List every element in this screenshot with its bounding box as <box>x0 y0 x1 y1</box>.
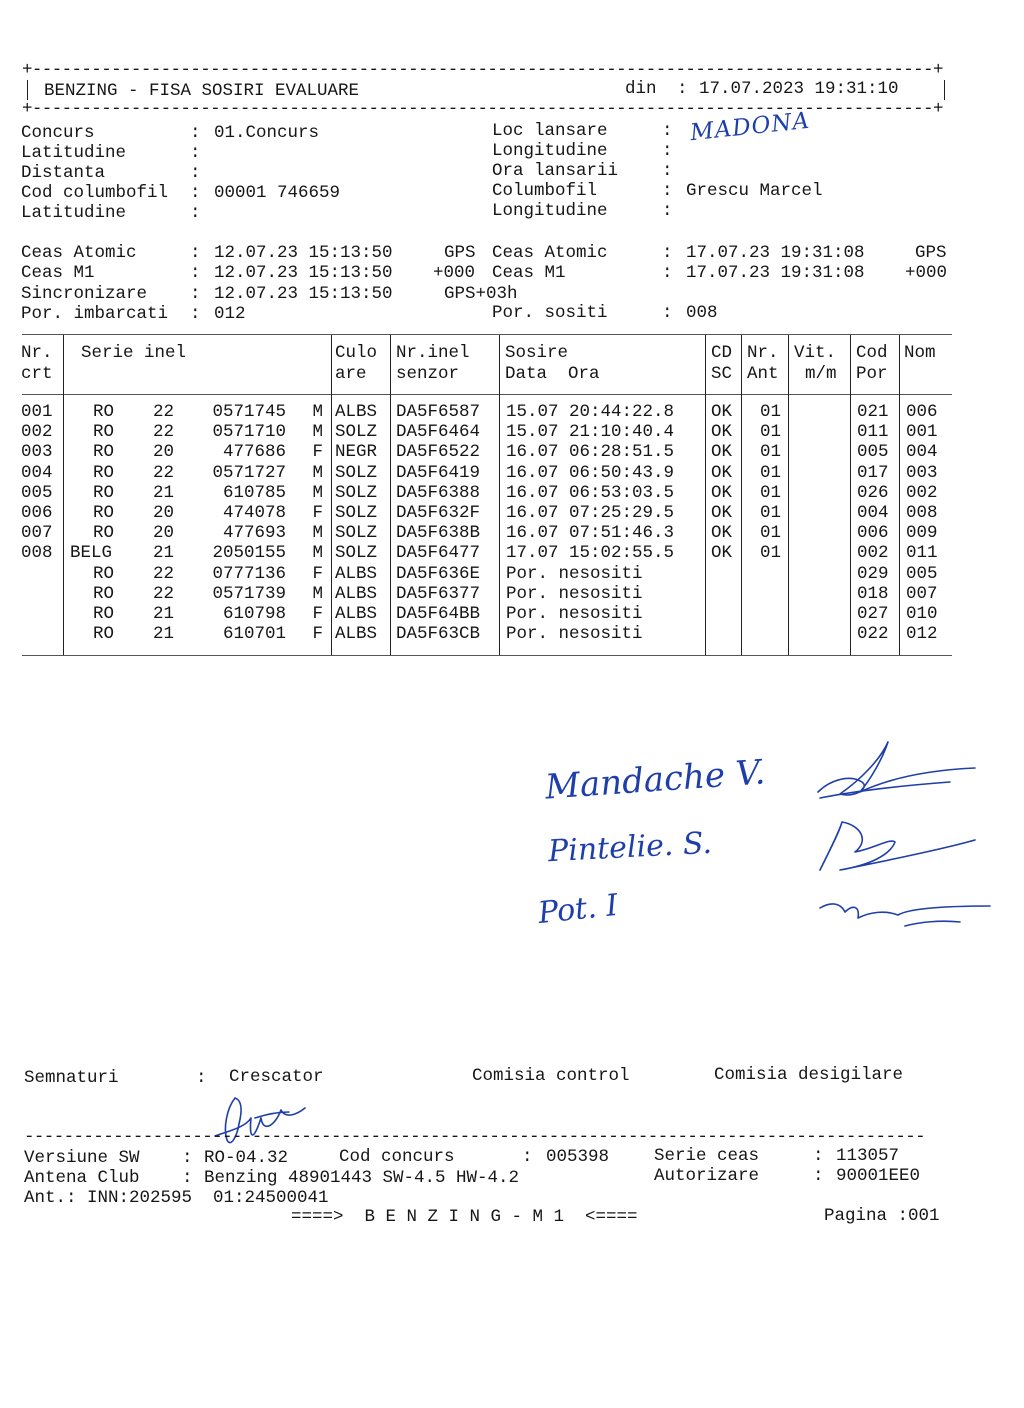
cell-ring: 610785 <box>222 482 286 503</box>
clock-suffix: +000 <box>433 263 476 283</box>
commission-signature-1 <box>800 730 1000 950</box>
col-separator <box>390 335 391 655</box>
cell-yr: 20 <box>153 523 175 544</box>
cell-cd: OK <box>711 422 733 443</box>
cell-sex: F <box>312 503 323 523</box>
header-din-sep: : <box>677 79 688 99</box>
info-label: Loc lansare <box>492 121 608 141</box>
cell-color: NEGR <box>335 442 378 463</box>
cell-sensor: DA5F63CB <box>396 624 481 645</box>
cell-arrival: 16.07 06:53:03.5 <box>506 482 675 503</box>
cell-ant: 01 <box>760 402 782 422</box>
cell-color: ALBS <box>335 563 378 584</box>
cell-arrival: 15.07 20:44:22.8 <box>506 402 675 422</box>
footer-banner: ====> B E N Z I N G - M 1 <==== <box>291 1207 638 1227</box>
page-number: Pagina :001 <box>824 1206 940 1226</box>
cell-nom: 003 <box>906 462 938 483</box>
cell-ant: 01 <box>760 462 782 483</box>
cell-sensor: DA5F6464 <box>396 422 481 443</box>
clock-label: Ceas M1 <box>492 263 566 283</box>
footer-label: Cod concurs <box>339 1147 455 1167</box>
cell-sex: F <box>312 604 323 624</box>
cell-arrival: 16.07 06:50:43.9 <box>506 462 675 483</box>
cell-yr: 21 <box>153 624 175 645</box>
cell-ring: 2050155 <box>212 543 286 564</box>
col-separator <box>788 335 789 655</box>
antenna-club-value: Benzing 48901443 SW-4.5 HW-4.2 <box>204 1168 520 1188</box>
cell-nr: 004 <box>21 462 53 483</box>
cell-ring: 0571745 <box>212 402 286 422</box>
info-value: 01.Concurs <box>214 123 320 143</box>
cell-color: SOLZ <box>335 462 378 483</box>
col-header: Nr. <box>747 343 779 363</box>
cell-cod: 004 <box>857 503 889 523</box>
table-bottom-rule <box>22 655 952 656</box>
cell-country: RO <box>93 624 115 645</box>
info-label: Ora lansarii <box>492 161 619 181</box>
clock-value: 12.07.23 15:13:50 <box>214 284 393 304</box>
cell-cod: 018 <box>857 583 889 604</box>
footer-label: Antena Club <box>24 1168 140 1188</box>
cell-cd: OK <box>711 442 733 463</box>
cell-yr: 22 <box>153 422 175 443</box>
clock-value: 17.07.23 19:31:08 <box>686 263 865 283</box>
cell-yr: 20 <box>153 442 175 463</box>
cell-nr: 007 <box>21 523 53 544</box>
cell-yr: 21 <box>153 543 175 564</box>
clock-label: Ceas Atomic <box>492 243 608 263</box>
cell-country: RO <box>93 523 115 544</box>
cell-nr: 008 <box>21 543 53 564</box>
cell-ring: 477686 <box>222 442 286 463</box>
col-header: senzor <box>396 364 460 384</box>
cell-country: RO <box>93 402 115 422</box>
cell-cod: 002 <box>857 543 889 564</box>
cell-cd: OK <box>711 503 733 523</box>
handwritten-name: Pintelie. S. <box>547 825 713 870</box>
info-label: Latitudine <box>21 143 127 163</box>
cell-arrival: Por. nesositi <box>506 604 643 624</box>
cell-ant: 01 <box>760 442 782 463</box>
clock-suffix: GPS+03h <box>444 284 518 304</box>
cell-yr: 22 <box>153 583 175 604</box>
cell-arrival: 17.07 15:02:55.5 <box>506 543 675 564</box>
col-header: m/m <box>805 364 837 384</box>
cell-sex: F <box>312 442 323 463</box>
authorization-code: 90001EE0 <box>836 1166 921 1186</box>
info-label: Latitudine <box>21 203 127 223</box>
cell-arrival: Por. nesositi <box>506 624 643 645</box>
cell-nom: 008 <box>906 503 938 523</box>
cell-sex: M <box>312 543 323 564</box>
clock-label: Sincronizare <box>21 284 148 304</box>
info-label: Distanta <box>21 163 106 183</box>
cell-color: SOLZ <box>335 543 378 564</box>
cell-cd: OK <box>711 543 733 564</box>
col-header: Nom <box>904 343 936 363</box>
cell-nom: 010 <box>906 604 938 624</box>
col-separator <box>850 335 851 655</box>
info-label: Longitudine <box>492 141 608 161</box>
info-value: Grescu Marcel <box>686 181 823 201</box>
header-right-border <box>944 80 945 100</box>
cell-nom: 007 <box>906 583 938 604</box>
cell-nom: 012 <box>906 624 938 645</box>
cell-nr: 006 <box>21 503 53 523</box>
col-header: SC <box>711 364 733 384</box>
col-header: Culo <box>335 343 378 363</box>
cell-color: SOLZ <box>335 503 378 523</box>
cell-color: ALBS <box>335 402 378 422</box>
header-date: 17.07.2023 19:31:10 <box>699 79 899 99</box>
info-value: 00001 746659 <box>214 183 341 203</box>
cell-cd: OK <box>711 462 733 483</box>
cell-nr: 001 <box>21 402 53 422</box>
cell-nom: 004 <box>906 442 938 463</box>
cell-arrival: 16.07 07:51:46.3 <box>506 523 675 544</box>
cell-sex: M <box>312 482 323 503</box>
cell-nom: 006 <box>906 402 938 422</box>
header-bottom-rule: +-------------------------------------------------------------------------------------------+ <box>22 99 943 119</box>
header-din-label: din <box>625 79 657 99</box>
release-location-handwritten: MADONA <box>688 107 812 147</box>
cell-country: RO <box>93 583 115 604</box>
info-label: Columbofil <box>492 181 598 201</box>
cell-sex: M <box>312 402 323 422</box>
cell-country: BELG <box>70 543 113 564</box>
cell-color: SOLZ <box>335 422 378 443</box>
cell-nr: 002 <box>21 422 53 443</box>
cell-color: SOLZ <box>335 523 378 544</box>
col-separator <box>741 335 742 655</box>
signatures-label: Semnaturi <box>24 1068 119 1088</box>
cell-cod: 006 <box>857 523 889 544</box>
col-header: Sosire <box>505 343 569 363</box>
col-header: Ant <box>747 364 779 384</box>
cell-nr: 003 <box>21 442 53 463</box>
cell-sex: M <box>312 422 323 443</box>
cell-sensor: DA5F6419 <box>396 462 481 483</box>
table-header-rule <box>22 394 952 395</box>
software-version: RO-04.32 <box>204 1148 289 1168</box>
col-header: Data Ora <box>505 364 600 384</box>
cell-sensor: DA5F638B <box>396 523 481 544</box>
cell-sensor: DA5F6522 <box>396 442 481 463</box>
cell-ring: 0571727 <box>212 462 286 483</box>
cell-ring: 474078 <box>222 503 286 523</box>
clock-value: 17.07.23 19:31:08 <box>686 243 865 263</box>
arrival-evaluation-sheet: +-------------------------------------------------------------------------------------------+ BENZING - FISA SOSIRI EVALUARE din : 17.07.2023 19:31:10 +-------------------------------------------------------------------------------------------+ Concurs : 01.Concurs Latitudine : Distanta : Cod columbofil : 00001 746659 Latitudine : Loc lansare : MADONA Longitudine : Ora lansarii : Columbofil : Grescu Marcel Longitudine : Ceas Atomic : 12.07.23 15:13:50 GPS Ceas M1 : 12.07.23 15:13:50 +000 Sincronizare : 12.07.23 15:13:50 GPS+03h Por. imbarcati : 012 Ceas Atomic : 17.07.23 19:31:08 GPS Ceas M1 : 17.07.23 19:31:08 +000 Por. sositi : 008 Nr. crt Serie inel Culo are Nr.inel senzor Sosire Data Ora CD SC Nr. Ant Vit. m/m Cod Por Nom 001 RO 22 0571745 M ALBS DA5F6587 15.07 20:44:22.8 OK 01 021 006 002 RO 22 0571710 M SOLZ DA5F6464 15.07 21:10:40.4 OK 01 011 001 003 RO 20 477686 F NEGR DA5F6522 16.07 06:28:51.5 OK 01 005 004 004 RO 22 0571727 M SOLZ DA5F6419 16.07 06:50:43.9 OK 01 017 003 005 RO 21 610785 M SOLZ DA5F6388 16.07 06:53:03.5 OK 01 026 002 006 RO 20 474078 F SOLZ DA5F632F 16.07 07:25:29.5 OK 01 004 008 007 RO 20 477693 M SOLZ DA5F638B 16.07 07:51:46.3 OK 01 006 009 008 BELG 21 2050155 M SOLZ DA5F6477 17.07 15:02:55.5 OK 01 002 011 RO 22 0777136 F ALBS DA5F636E Por. nesositi 029 005 RO 22 0571739 M ALBS DA5F6377 Por. nesositi 018 007 RO 21 610798 F ALBS DA5F64BB Por. nesositi 027 010 RO 21 610701 F ALBS DA5F63CB Por. nesositi 022 012 Mandache V. Pintelie. S. Pot. I Semnaturi : Crescator Comisia control Comisia desigilare ------------------------------------------------------------------------------------------- Versiune SW : RO-04.32 Cod concurs : 005398 Serie ceas : 113057 Antena Club : Benzing 48901443 SW-4.5 HW-4.2 Autorizare : 90001EE0 Ant.: INN:202595 01:24500041 ====> B E N Z I N G - M 1 <==== Pagina :001 <box>0 0 1024 1408</box>
clock-value: 012 <box>214 304 246 324</box>
col-separator <box>63 335 64 655</box>
cell-cod: 011 <box>857 422 889 443</box>
cell-cd: OK <box>711 402 733 422</box>
info-label: Longitudine <box>492 201 608 221</box>
clock-label: Ceas Atomic <box>21 243 137 263</box>
clock-value: 008 <box>686 303 718 323</box>
cell-nom: 011 <box>906 543 938 564</box>
cell-yr: 22 <box>153 563 175 584</box>
col-header: are <box>335 364 367 384</box>
cell-sensor: DA5F6587 <box>396 402 481 422</box>
cell-nom: 002 <box>906 482 938 503</box>
cell-color: ALBS <box>335 583 378 604</box>
cell-country: RO <box>93 462 115 483</box>
cell-country: RO <box>93 422 115 443</box>
footer-rule: ------------------------------------------------------------------------------------------- <box>24 1127 926 1147</box>
cell-sex: F <box>312 624 323 645</box>
cell-sensor: DA5F632F <box>396 503 481 523</box>
col-separator <box>705 335 706 655</box>
clock-suffix: GPS <box>444 243 476 263</box>
cell-country: RO <box>93 482 115 503</box>
cell-sensor: DA5F6388 <box>396 482 481 503</box>
col-separator <box>899 335 900 655</box>
cell-yr: 22 <box>153 462 175 483</box>
cell-cod: 026 <box>857 482 889 503</box>
col-header: Vit. <box>794 343 837 363</box>
cell-cod: 017 <box>857 462 889 483</box>
cell-nr: 005 <box>21 482 53 503</box>
cell-sex: M <box>312 523 323 544</box>
cell-country: RO <box>93 442 115 463</box>
footer-label: Autorizare <box>654 1166 760 1186</box>
clock-suffix: GPS <box>915 243 947 263</box>
document-title: BENZING - FISA SOSIRI EVALUARE <box>44 81 360 101</box>
cell-arrival: 15.07 21:10:40.4 <box>506 422 675 443</box>
cell-country: RO <box>93 503 115 523</box>
cell-ant: 01 <box>760 523 782 544</box>
cell-nom: 001 <box>906 422 938 443</box>
cell-cod: 005 <box>857 442 889 463</box>
cell-color: ALBS <box>335 604 378 624</box>
col-header: Nr.inel <box>396 343 470 363</box>
clock-value: 12.07.23 15:13:50 <box>214 243 393 263</box>
cell-arrival: Por. nesositi <box>506 563 643 584</box>
cell-nom: 009 <box>906 523 938 544</box>
cell-color: SOLZ <box>335 482 378 503</box>
cell-ant: 01 <box>760 482 782 503</box>
cell-cd: OK <box>711 482 733 503</box>
header-top-rule: +-------------------------------------------------------------------------------------------+ <box>22 60 943 80</box>
cell-yr: 21 <box>153 482 175 503</box>
cell-sensor: DA5F636E <box>396 563 481 584</box>
cell-ring: 0571739 <box>212 583 286 604</box>
col-header: crt <box>21 364 53 384</box>
cell-yr: 21 <box>153 604 175 624</box>
cell-yr: 20 <box>153 503 175 523</box>
cell-arrival: 16.07 06:28:51.5 <box>506 442 675 463</box>
info-label: Concurs <box>21 123 95 143</box>
cell-ant: 01 <box>760 422 782 443</box>
cell-yr: 22 <box>153 402 175 422</box>
cell-cod: 022 <box>857 624 889 645</box>
col-header: CD <box>711 343 733 363</box>
info-label: Cod columbofil <box>21 183 169 203</box>
race-code: 005398 <box>546 1147 610 1167</box>
cell-cod: 021 <box>857 402 889 422</box>
cell-cd: OK <box>711 523 733 544</box>
cell-sensor: DA5F64BB <box>396 604 481 624</box>
cell-cod: 029 <box>857 563 889 584</box>
cell-ring: 477693 <box>222 523 286 544</box>
handwritten-name: Pot. I <box>536 887 620 932</box>
signature-crescator: Crescator <box>229 1067 324 1087</box>
cell-ant: 01 <box>760 543 782 564</box>
cell-country: RO <box>93 604 115 624</box>
footer-label: Versiune SW <box>24 1148 140 1168</box>
antenna-id: Ant.: INN:202595 01:24500041 <box>24 1188 329 1208</box>
cell-cod: 027 <box>857 604 889 624</box>
col-separator <box>331 335 332 655</box>
cell-ring: 0571710 <box>212 422 286 443</box>
col-separator <box>499 335 500 655</box>
cell-sensor: DA5F6377 <box>396 583 481 604</box>
col-header: Por <box>856 364 888 384</box>
clock-serial: 113057 <box>836 1146 900 1166</box>
cell-sensor: DA5F6477 <box>396 543 481 564</box>
handwritten-name: Mandache V. <box>543 752 767 808</box>
cell-ring: 610798 <box>222 604 286 624</box>
cell-ring: 610701 <box>222 624 286 645</box>
signature-comisia-desigilare: Comisia desigilare <box>714 1065 904 1085</box>
cell-color: ALBS <box>335 624 378 645</box>
cell-arrival: 16.07 07:25:29.5 <box>506 503 675 523</box>
header-left-border <box>27 80 28 100</box>
signature-comisia-control: Comisia control <box>472 1066 630 1086</box>
cell-nom: 005 <box>906 563 938 584</box>
clock-label: Ceas M1 <box>21 263 95 283</box>
clock-suffix: +000 <box>905 263 948 283</box>
cell-sex: M <box>312 583 323 604</box>
cell-sex: F <box>312 563 323 584</box>
col-header: Serie inel <box>81 343 187 363</box>
clock-label: Por. sositi <box>492 303 608 323</box>
clock-label: Por. imbarcati <box>21 304 169 324</box>
cell-country: RO <box>93 563 115 584</box>
clock-value: 12.07.23 15:13:50 <box>214 263 393 283</box>
col-header: Cod <box>856 343 888 363</box>
cell-ring: 0777136 <box>212 563 286 584</box>
cell-sex: M <box>312 462 323 483</box>
cell-ant: 01 <box>760 503 782 523</box>
footer-label: Serie ceas <box>654 1146 760 1166</box>
table-top-rule <box>22 334 952 335</box>
cell-arrival: Por. nesositi <box>506 583 643 604</box>
col-header: Nr. <box>21 343 53 363</box>
